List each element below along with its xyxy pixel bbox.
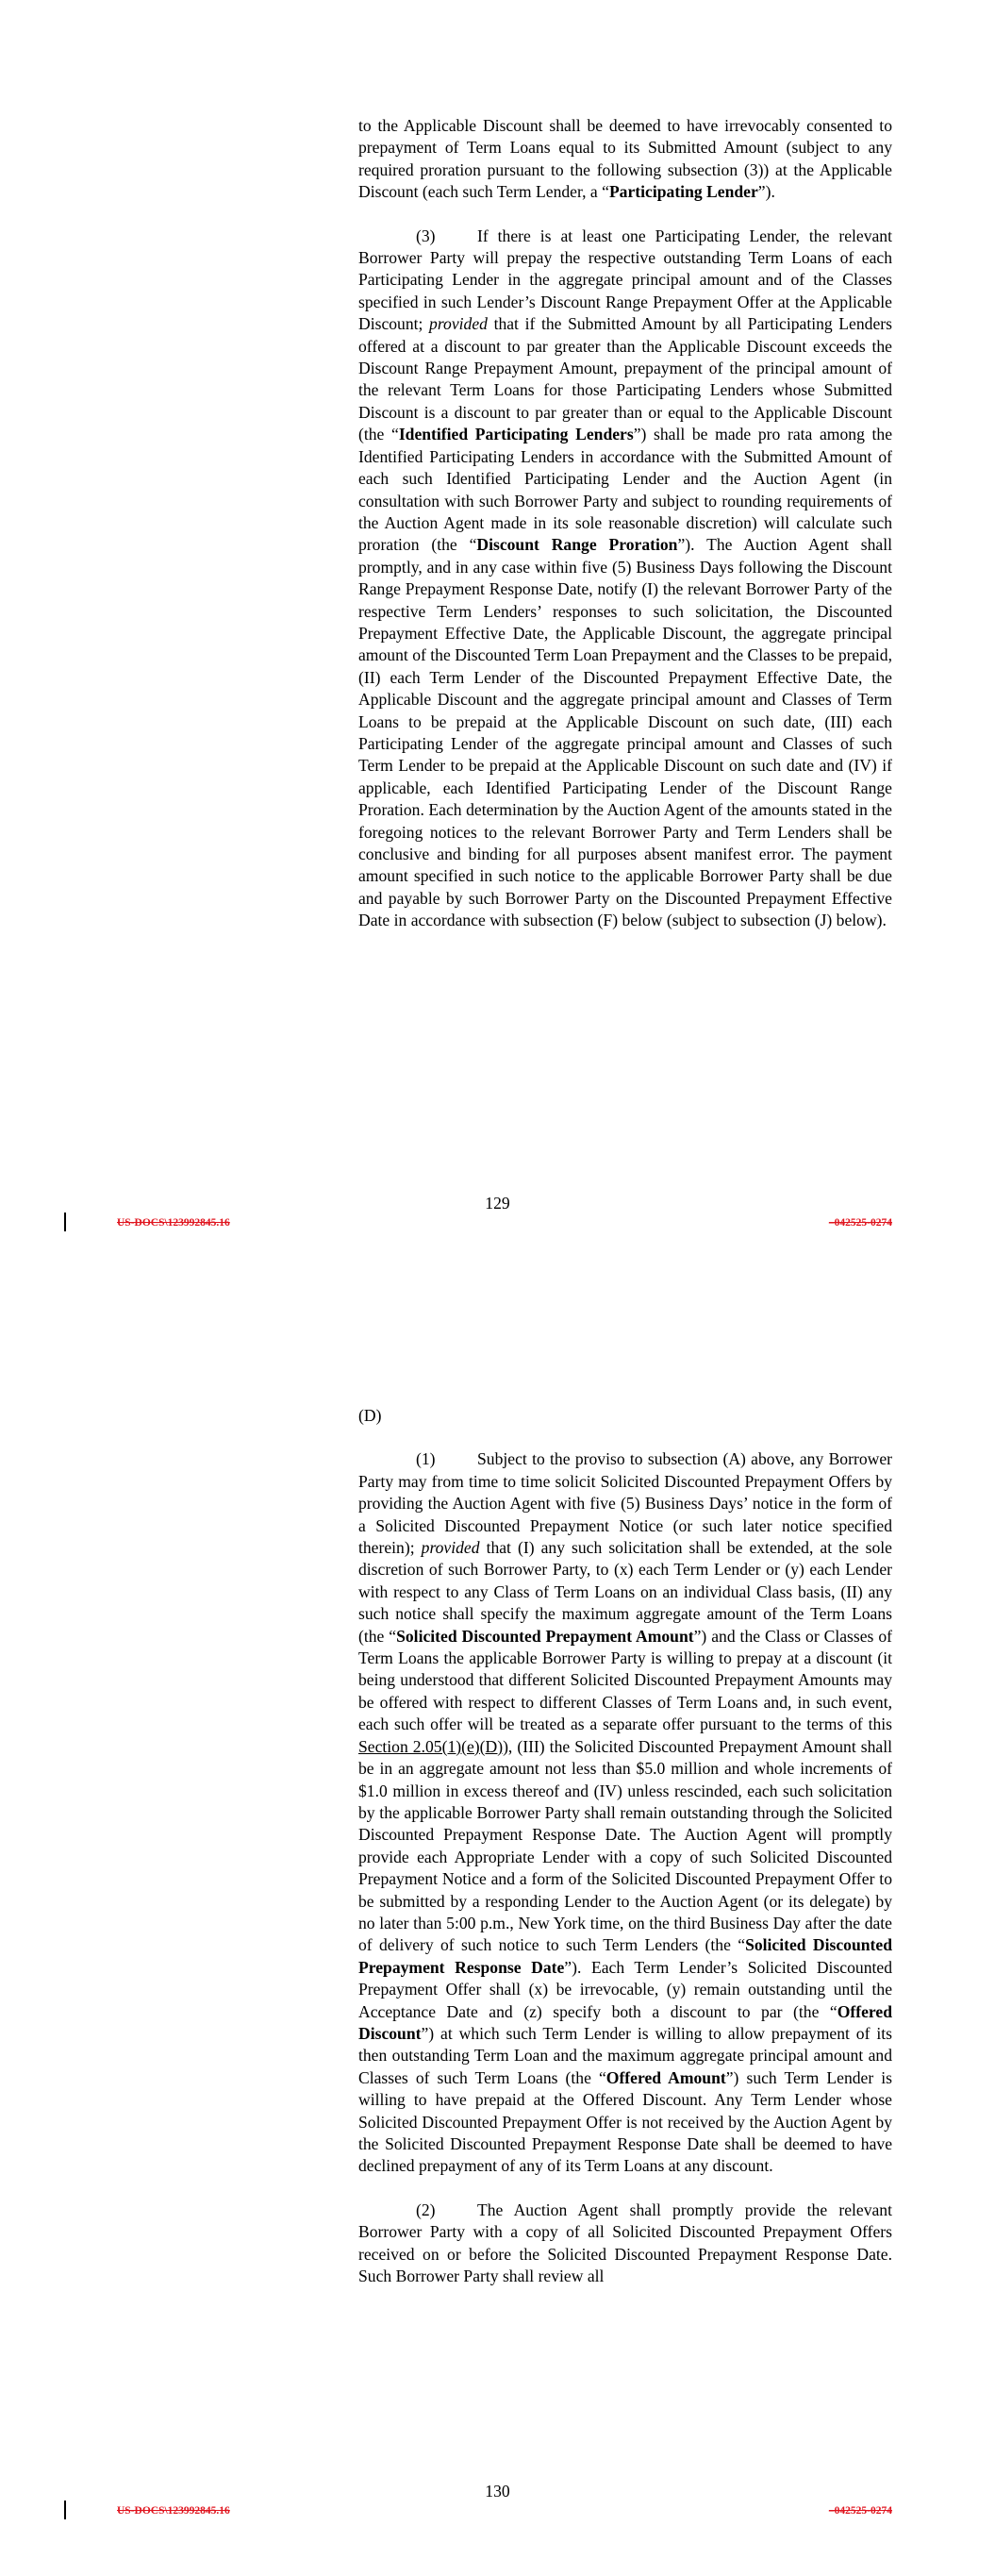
page-130-body — [358, 1405, 892, 2287]
paragraph-number: (3) — [416, 226, 436, 245]
paragraph-number: (1) — [416, 1449, 436, 1469]
paragraph-1: (1) Subject to the proviso to subsection (A) above, any Borrower Party may from time to time solicit Solicited Discounted Prepayment Offers by providing the Auction Agent with five (5) Business Days’ notice in the form of a Solicited Discounted Prepayment Notice (or such later notice specified therein); provided that (I) any such solicitation shall be extended, at the sole discretion of such Borrower Party, to (x) each Term Lender or (y) each Lender with respect to any Class of Term Loans on an individual Class basis, (II) any such notice shall specify the maximum aggregate amount of the Term Loans (the “Solicited Discounted Prepayment Amount”) and the Class or Classes of Term Loans the applicable Borrower Party is willing to prepay at a discount (it being understood that different Solicited Discounted Prepayment Amounts may be offered with respect to different Classes of Term Loans and, in such event, each such offer will be treated as a separate offer pursuant to the terms of this Section 2.05(1)(e)(D)), (III) the Solicited Discounted Prepayment Amount shall be in an aggregate amount not less than $5.0 million and whole increments of $1.0 million in excess thereof and (IV) unless rescinded, each such solicitation by the applicable Borrower Party shall remain outstanding through the Solicited Discounted Prepayment Response Date. The Auction Agent will promptly provide each Appropriate Lender with a copy of such Solicited Discounted Prepayment Notice and a form of the Solicited Discounted Prepayment Offer to be submitted by a responding Lender to the Auction Agent (or its delegate) by no later than 5:00 p.m., New York time, on the third Business Day after the date of delivery of such notice to such Term Lenders (the “Solicited Discounted Prepayment Response Date”). Each Term Lender’s Solicited Discounted Prepayment Offer shall (x) be irrevocable, (y) remain outstanding until the Acceptance Date and (z) specify both a discount to par (the “Offered Discount”) at which such Term Lender is willing to allow prepayment of its then outstanding Term Loan and the maximum aggregate principal amount and Classes of such Term Loans (the “Offered Amount”) such Term Lender is willing to have prepaid at the Offered Discount. Any Term Lender whose Solicited Discounted Prepayment Offer is not received by the Auction Agent by the Solicited Discounted Prepayment Response Date shall be deemed to have declined prepayment of any of its Term Loans at any discount. — [358, 1449, 893, 2176]
footer-ref: –042525-0274 — [828, 1217, 892, 1229]
defined-term: Solicited Discounted Prepayment Response Date — [358, 1935, 892, 1977]
section-heading: (D) — [358, 1406, 382, 1425]
change-bar — [64, 1213, 66, 1231]
continuation-paragraph: to the Applicable Discount shall be deemed to have irrevocably consented to prepayment of Term Loans equal to its Submitted Amount (subject to any required proration pursuant to the following subsection (3)) at the Applicable Discount (each such Term Lender, a “Participating Lender”). — [358, 116, 892, 202]
section-reference: Section 2.05(1)(e)(D) — [358, 1736, 504, 1756]
defined-term: Discount Range Proration — [476, 535, 678, 555]
page-129-body — [358, 115, 892, 932]
defined-term: Offered Discount — [358, 2001, 892, 2043]
defined-term: Solicited Discounted Prepayment Amount — [396, 1626, 694, 1646]
footer-doc-id: US-DOCS\123992845.16 — [117, 1217, 230, 1229]
paragraph-number: (2) — [416, 2200, 436, 2219]
paragraph-2: (2) The Auction Agent shall promptly provide the relevant Borrower Party with a copy of all Solicited Discounted Prepayment Offers received on or before the Solicited Discounted Prepayment Response Date. Such Borrower Party shall review all — [358, 2200, 892, 2286]
defined-term: Offered Amount — [605, 2067, 726, 2087]
defined-term: Identified Participating Lenders — [398, 425, 634, 444]
footer-ref: –042525-0274 — [828, 2505, 892, 2517]
change-bar — [64, 2501, 66, 2519]
defined-term: Participating Lender — [608, 182, 758, 202]
paragraph-3: (3) If there is at least one Participating Lender, the relevant Borrower Party will prepay the respective outstanding Term Loans of each Participating Lender in the aggregate principal amount and of the Classes specified in such Lender’s Discount Range Prepayment Offer at the Applicable Discount; provided that if the Submitted Amount by all Participating Lenders offered at a discount to par greater than the Applicable Discount exceeds the Discount Range Prepayment Amount, prepayment of the principal amount of the relevant Term Loans for those Participating Lenders whose Submitted Discount is a discount to par greater than or equal to the Applicable Discount (the “Identified Participating Lenders”) shall be made pro rata among the Identified Participating Lenders in accordance with the Submitted Amount of each such Identified Participating Lender and the Auction Agent (in consultation with such Borrower Party and subject to rounding requirements of the Auction Agent made in its sole reasonable discretion) will calculate such proration (the “Discount Range Proration”). The Auction Agent shall promptly, and in any case within five (5) Business Days following the Discount Range Prepayment Response Date, notify (I) the relevant Borrower Party of the respective Term Lenders’ responses to such solicitation, the Discounted Prepayment Effective Date, the Applicable Discount, the aggregate principal amount of the Discounted Term Loan Prepayment and the Classes to be prepaid, (II) each Term Lender of the Discounted Prepayment Effective Date, the Applicable Discount and the aggregate principal amount and Classes of Term Loans to be prepaid at the Applicable Discount on such date, (III) each Participating Lender of the aggregate principal amount and Classes of such Term Lender to be prepaid at the Applicable Discount on such date and (IV) if applicable, each Identified Participating Lender of the Discount Range Proration. Each determination by the Auction Agent of the amounts stated in the foregoing notices to the relevant Borrower Party and Term Lenders shall be conclusive and binding for all purposes absent manifest error. The payment amount specified in such notice to the applicable Borrower Party shall be due and payable by such Borrower Party on the Discounted Prepayment Effective Date in accordance with subsection (F) below (subject to subsection (J) below). — [358, 226, 892, 930]
page-number: 130 — [485, 2482, 510, 2501]
footer-doc-id: US-DOCS\123992845.16 — [117, 2505, 230, 2517]
page-number: 129 — [485, 1194, 510, 1213]
